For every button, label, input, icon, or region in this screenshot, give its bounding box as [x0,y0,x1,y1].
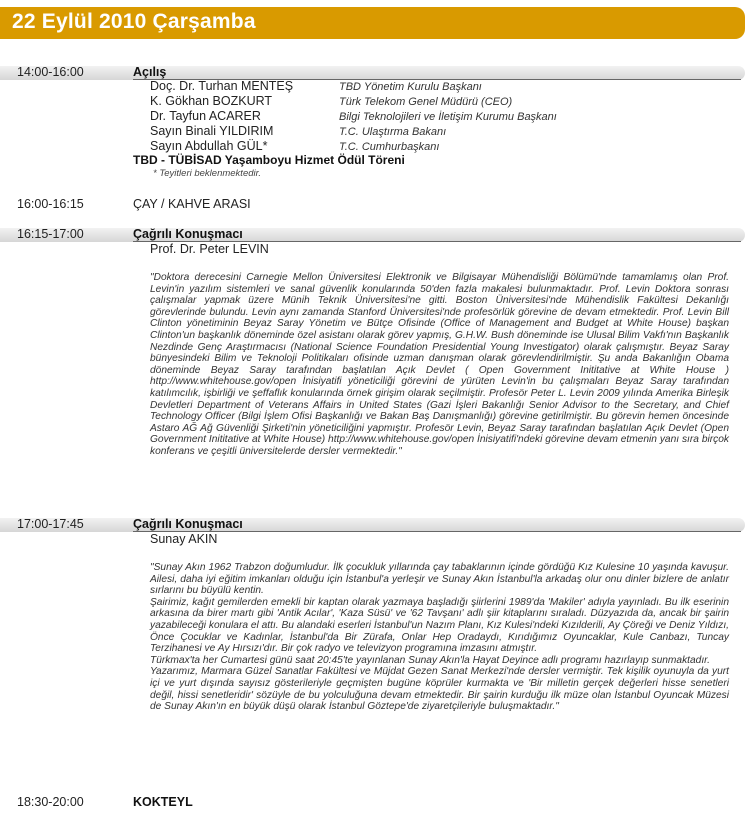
bio-paragraph: "Sunay Akın 1962 Trabzon doğumludur. İlk çocukluk yıllarında çay tabaklarının içinde gördüğü Kız Kulesine 10 yaşında kavuşur. Ailesi, daha iyi eğitim imkanları olduğu için İstanbul'a yerleşir ve Sunay Akın İstanbul'la arkadaş olur onu dinler bizlere de anlatır sırlarını bu büyülü kentin. [150,562,729,597]
speaker-name: Prof. Dr. Peter LEVIN [150,242,269,256]
speaker-bio [150,562,729,713]
speaker-name: K. Gökhan BOZKURT [150,94,273,108]
speaker-name: Doç. Dr. Turhan MENTEŞ [150,79,294,93]
award-ceremony: TBD - TÜBİSAD Yaşamboyu Hizmet Ödül Töreni [133,153,405,167]
session-time: 18:30-20:00 [17,795,84,809]
day-header [0,7,745,39]
bio-paragraph: Türkmax'ta her Cumartesi günü saat 20:45'te yayınlanan Sunay Akın'la Hayat Deyince adlı programı hazırlayıp sunmaktadır. [150,654,711,666]
session-title-underline [133,531,741,532]
session-bar [0,66,745,80]
speaker-role: T.C. Cumhurbaşkanı [339,141,440,153]
speaker-name: Sayın Abdullah GÜL* [150,139,268,153]
session-title: Çağrılı Konuşmacı [133,517,243,531]
bio-paragraph: "Doktora derecesini Carnegie Mellon Üniversitesi Elektronik ve Bilgisayar Mühendisliği Bölümü'nde tamamlamış olan Prof. Levin'in yazılım sistemleri ve sanal güvenlik konularında 50'den fazla makalesi bulunmaktadır. Prof. Levin Doktora sonrası çalışmalar yapmak üzere Münih Teknik Üniversitesi'ne gitti. Boston Üniversitesi'nde Mühendislik Fakültesi Dekanlığı görevlerinde bulundu. Levin aynı zamanda Stanford Üniversitesi'nde profesörlük görevine de devam etmektedir. Prof. Levin Bill Clinton yönetiminin Beyaz Saray Yönetim ve Bütçe Ofisinde (Office of Management and Budget at White House) başkan Clinton'un başkanlık döneminde özel asistanı olarak görev yapmış, G.H.W. Bush döneminde ise Ulusal Bilim Vakfı'nın Başkanlık Nezdinde Genç Araştırmacısı (National Science Foundation Presidential Young Investigator) olarak çalışmıştır. Beyaz Saray bünyesindeki Bilim ve Teknoloji Politikaları ofisinde uzman danışman olarak görevlendirilmiştir. Şu anda Bakanlığın Obama döneminde Beyaz Saray tarafından başlatılan Açık Devlet ( Open Government Inititative at White House ) http://www.whitehouse.gov/open İnisiyatifi yöneticiliği görevini de yürüten Levin'in bu çalışmaları Beyaz Saray tarafından katılımcılık, işbirliği ve şeffaflık konularında örnek girişim olarak seçilmiştir. Profesör Peter L. Levin 2009 yılında Amerika Birleşik Devletleri Department of Veterans Affairs in United States (Gazi İşleri Bakanlığı Senior Advisor to the Secretary, and Chief Technology Officer (Bilgi İşlem Ofisi Başkanlığı ve Bakan Baş Danışmanlığı) görevine getirilmiştir. Bu görevin hemen öncesinde Astaro AĞ Ağ Güvenliği Şirketi'nin yöneticiliğini yapmıştır. Profesör Levin, Beyaz Saray tarafından başlatılan Açık Devlet (Open Government Inititative at White House) http://www.whitehouse.gov/open İnisiyatifi'ndeki görevine devam etmenin yanı sıra birçok konferans ve çeşitli üniversitelerde dersler vermektedir." [150,272,729,457]
session-title: Çağrılı Konuşmacı [133,227,243,241]
speaker-role: Bilgi Teknolojileri ve İletişim Kurumu Başkanı [339,111,557,123]
session-time: 17:00-17:45 [17,517,84,531]
bio-paragraph: Yazarımız, Marmara Güzel Sanatlar Fakültesi ve Müjdat Gezen Sanat Merkezi'nde dersler vermiştir. Tek kişilik oyunuyla da yurt içi ve yurt dışında sayısız gösterileriyle geçmişten bugüne köprüler kurmakta ve 'Bir milletin gerçek değerleri hisse senetleri değil, hissi senetleridir' sözüyle de bu yolculuğuna devam etmektedir. Bir şairin kurduğu ilk müze olan İstanbul Oyuncak Müzesi de Sunay Akın'ın en büyük düşü olarak İstanbul Göztepe'de ziyaretçileriyle buluşmaktadır." [150,666,729,713]
session-title: ÇAY / KAHVE ARASI [133,197,251,211]
session-bar [0,228,745,242]
speaker-name: Sayın Binali YILDIRIM [150,124,274,138]
day-title: 22 Eylül 2010 Çarşamba [12,10,256,33]
session-title: Açılış [133,65,167,79]
bio-paragraph: Şairimiz, kağıt gemilerden emekli bir kaptan olarak yazmaya başladığı şiirlerini 1989'da 'Makiler' adıyla yayınladı. Bu ilk eserinin arkasına da birer martı gibi 'Antik Acılar', 'Kaza Süsü' ve '62 Tavşanı' adlı şiir kitaplarını sıraladı. Düzyazıda da, ancak bir şairin yazabileceği konulara el attı. Bu alandaki eserleri İstanbul'un Nazım Planı, Kız Kulesi'ndeki Kızılderili, Ay Çöreği ve Deniz Yıldızı, Önce Çocuklar ve Kadınlar, İstanbul'da Bir Zürafa, Onlar Hep Oradaydı, Kırıdığımız Oyuncaklar, Kule Canbazı, Tuncay Terzihanesi ve Ay Hırsızı'dır. Bir çok radyo ve televizyon programına imzasını atmıştır. [150,596,729,655]
session-time: 16:15-17:00 [17,227,84,241]
speaker-role: Türk Telekom Genel Müdürü (CEO) [339,96,513,108]
speaker-bio [150,272,729,458]
confirmation-note: * Teyitleri beklenmektedir. [153,168,262,179]
session-title: KOKTEYL [133,795,193,809]
speaker-role: TBD Yönetim Kurulu Başkanı [339,81,482,93]
speaker-name: Dr. Tayfun ACARER [150,109,261,123]
speaker-name: Sunay AKIN [150,532,218,546]
session-bar [0,518,745,532]
session-time: 14:00-16:00 [17,65,84,79]
session-time: 16:00-16:15 [17,197,84,211]
speaker-role: T.C. Ulaştırma Bakanı [339,126,447,138]
